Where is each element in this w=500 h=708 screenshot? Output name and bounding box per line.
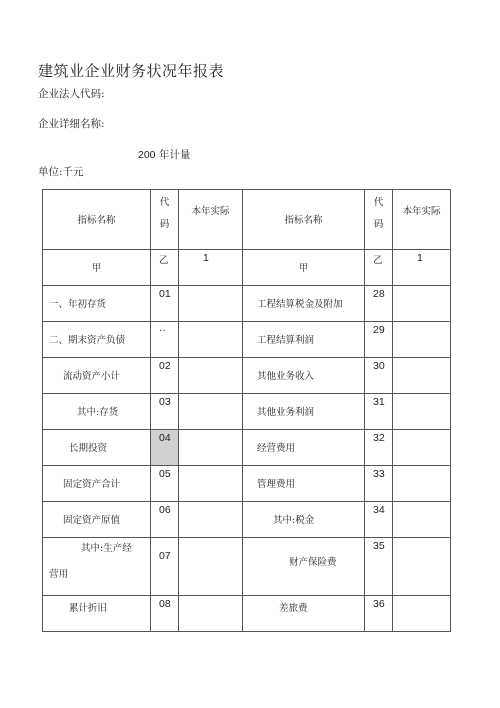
table-row	[43, 466, 451, 502]
row-name-right: 工程结算利润	[243, 322, 365, 358]
row-value-left[interactable]	[179, 322, 243, 358]
sub-header-code-right: 乙	[365, 250, 393, 286]
row-name-right: 其他业务收入	[243, 358, 365, 394]
row-value-right[interactable]	[393, 538, 451, 596]
header-code-left: 代 码	[151, 190, 179, 250]
report-title: 建筑业企业财务状况年报表	[38, 62, 225, 80]
row-name-left: 累计折旧	[43, 596, 151, 632]
row-code-right: 30	[365, 358, 393, 394]
row-code-right: 29	[365, 322, 393, 358]
row-value-right[interactable]	[393, 430, 451, 466]
row-value-right[interactable]	[393, 394, 451, 430]
legal-code-label: 企业法人代码:	[38, 88, 105, 100]
row-code-right: 28	[365, 286, 393, 322]
row-code-left: 04	[151, 430, 179, 466]
row-value-left[interactable]	[179, 394, 243, 430]
row-value-right[interactable]	[393, 502, 451, 538]
header-value-left: 本年实际	[179, 190, 243, 250]
table-row	[43, 322, 451, 358]
row-code-right: 34	[365, 502, 393, 538]
row-value-right[interactable]	[393, 466, 451, 502]
header-code-right: 代 码	[365, 190, 393, 250]
row-value-left[interactable]	[179, 596, 243, 632]
row-name-left: 固定资产原值	[43, 502, 151, 538]
row-name-left: 长期投资	[43, 430, 151, 466]
sub-header-value-right: 1	[393, 250, 451, 286]
row-code-left: 06	[151, 502, 179, 538]
table-row	[43, 538, 451, 596]
row-code-left: 05	[151, 466, 179, 502]
sub-header-value-left: 1	[179, 250, 243, 286]
row-name-right: 差旅费	[243, 596, 365, 632]
row-value-left[interactable]	[179, 430, 243, 466]
year-prefix: 200	[138, 149, 156, 161]
sub-header-code-left: 乙	[151, 250, 179, 286]
table-row	[43, 502, 451, 538]
year-line	[138, 147, 190, 162]
table-row	[43, 358, 451, 394]
header-name-left: 指标名称	[43, 190, 151, 250]
row-name-left: 其中:存货	[43, 394, 151, 430]
row-name-left: 流动资产小计	[43, 358, 151, 394]
header-value-right: 本年实际	[393, 190, 451, 250]
header-row	[43, 190, 451, 250]
row-name-right: 其他业务利润	[243, 394, 365, 430]
detail-name-label: 企业详细名称:	[38, 118, 105, 130]
row-value-left[interactable]	[179, 358, 243, 394]
row-name-right: 工程结算税金及附加	[243, 286, 365, 322]
row-value-left[interactable]	[179, 466, 243, 502]
report-table	[42, 189, 451, 632]
row-code-right: 35	[365, 538, 393, 596]
row-name-right: 经营费用	[243, 430, 365, 466]
row-code-left: 08	[151, 596, 179, 632]
unit-label: 单位:千元	[38, 166, 84, 178]
year-suffix: 年计量	[155, 149, 191, 161]
row-code-left: 03	[151, 394, 179, 430]
sub-header-name-left: 甲	[43, 250, 151, 286]
row-value-right[interactable]	[393, 322, 451, 358]
table-row	[43, 596, 451, 632]
header-name-right: 指标名称	[243, 190, 365, 250]
table-row	[43, 430, 451, 466]
row-code-right: 31	[365, 394, 393, 430]
row-value-left[interactable]	[179, 502, 243, 538]
row-name-right: 其中:税金	[243, 502, 365, 538]
row-code-left: 01	[151, 286, 179, 322]
row-value-right[interactable]	[393, 596, 451, 632]
row-name-right: 财产保险费	[243, 538, 365, 596]
table-row	[43, 286, 451, 322]
row-code-right: 32	[365, 430, 393, 466]
row-value-left[interactable]	[179, 538, 243, 596]
row-code-right: 33	[365, 466, 393, 502]
row-value-right[interactable]	[393, 358, 451, 394]
row-code-right: 36	[365, 596, 393, 632]
row-value-right[interactable]	[393, 286, 451, 322]
row-value-left[interactable]	[179, 286, 243, 322]
row-name-left: 固定资产合计	[43, 466, 151, 502]
table-row	[43, 394, 451, 430]
sub-header-row	[43, 250, 451, 286]
row-code-left: 02	[151, 358, 179, 394]
row-name-left: 二、期末资产负债	[43, 322, 151, 358]
row-code-left: ··	[151, 322, 179, 358]
sub-header-name-right: 甲	[243, 250, 365, 286]
row-name-left: 其中:生产经 营用	[43, 538, 151, 596]
row-code-left: 07	[151, 538, 179, 596]
row-name-right: 管理费用	[243, 466, 365, 502]
row-name-left: 一、年初存货	[43, 286, 151, 322]
